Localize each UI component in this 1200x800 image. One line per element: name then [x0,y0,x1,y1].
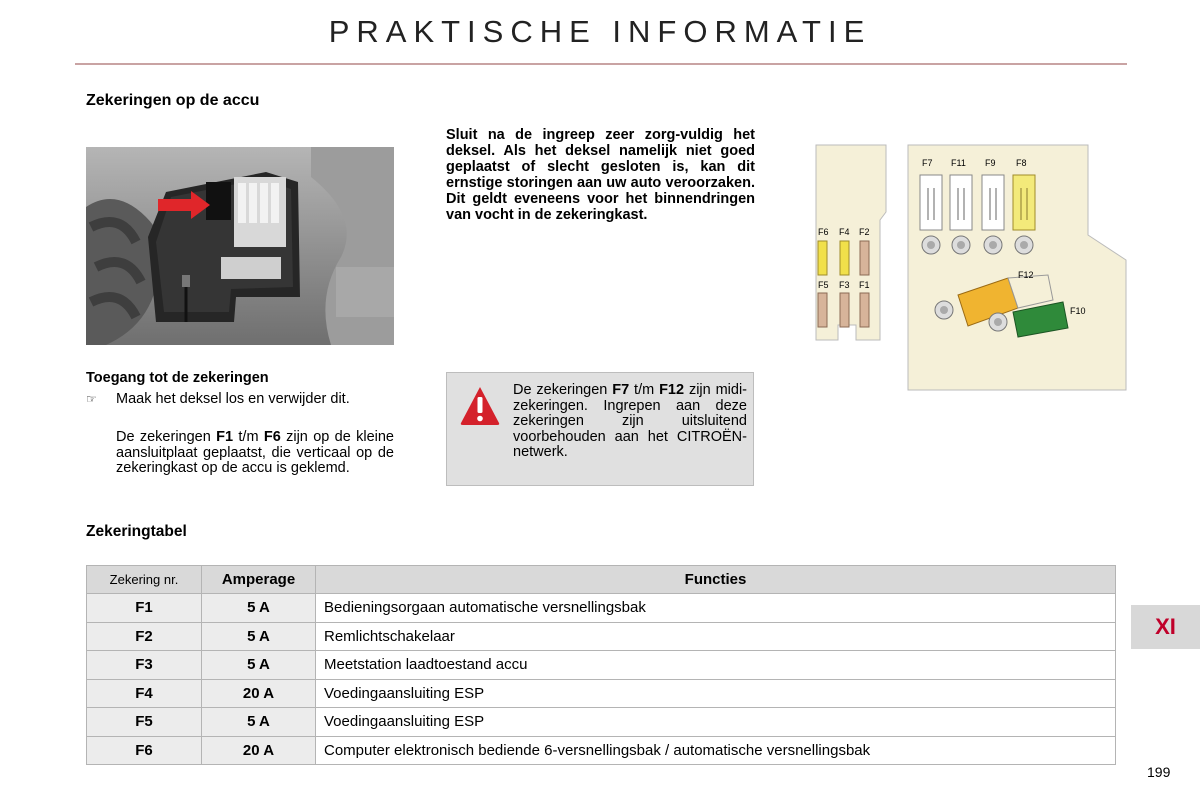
table-row [87,736,1116,765]
fuse-label: F10 [1070,306,1086,316]
access-note-text-1: De zekeringen [116,429,217,445]
warning-text-1: De zekeringen [513,382,613,398]
fuse-f3 [840,293,849,327]
fuse-nr-cell: F5 [87,708,202,737]
fuse-label: F1 [859,280,870,290]
table-row [87,622,1116,651]
amperage-cell: 5 A [202,651,316,680]
section-title: Zekeringen op de accu [86,92,260,109]
fuse-label: F5 [818,280,829,290]
page-header-title: PRAKTISCHE INFORMATIE [328,14,872,49]
fuse-f11 [950,175,972,230]
header-fuse-nr: Zekering nr. [87,566,202,594]
intro-paragraph: Sluit na de ingreep zeer zorg-vuldig het deksel. Als het deksel namelijk niet goed geplaatst of slecht gesloten is, kan dit ernstige storingen aan uw auto veroorzaken. Dit geldt eveneens voor het binnendringen van vocht in de zekeringkast. [446,127,755,223]
fuse-nr-cell: F2 [87,622,202,651]
chapter-tab[interactable]: XI [1131,605,1200,649]
fuse-f5 [818,293,827,327]
fuse-f1 [860,293,869,327]
fuse-label: F9 [985,158,996,168]
instruction-step-text: Maak het deksel los en verwijder dit. [116,391,350,407]
table-title: Zekeringtabel [86,523,187,540]
fuse-f7 [920,175,942,230]
fuse-label: F8 [1016,158,1027,168]
access-note-f6: F6 [263,429,281,445]
table-row [87,679,1116,708]
fuse-f6 [818,241,827,275]
header-divider [75,63,1127,65]
fuse-f4 [840,241,849,275]
header-functions: Functies [316,566,1116,594]
warning-box [446,372,754,486]
table-header-row [87,566,1116,594]
amperage-cell: 20 A [202,679,316,708]
fuse-nr-cell: F6 [87,736,202,765]
engine-bay-illustration [86,147,394,345]
warning-text-2: t/m [629,382,660,398]
warning-triangle-icon [459,385,501,427]
function-cell: Voedingaansluiting ESP [316,679,1116,708]
table-row [87,594,1116,623]
fuse-label: F3 [839,280,850,290]
table-row [87,708,1116,737]
fuse-f2 [860,241,869,275]
amperage-cell: 5 A [202,594,316,623]
table-row [87,651,1116,680]
access-note-f1: F1 [216,429,234,445]
fuse-nr-cell: F1 [87,594,202,623]
function-cell: Remlichtschakelaar [316,622,1116,651]
page-number: 199 [1147,764,1171,780]
amperage-cell: 20 A [202,736,316,765]
function-cell: Voedingaansluiting ESP [316,708,1116,737]
battery-fusebox-photo [86,147,394,345]
fuse-label: F6 [818,227,829,237]
fuse-label: F2 [859,227,870,237]
fuse-layout-diagram [808,140,1130,392]
fuse-label: F7 [922,158,933,168]
warning-f12: F12 [659,382,685,398]
fuse-nr-cell: F3 [87,651,202,680]
warning-f7: F7 [612,382,630,398]
access-note [116,430,394,477]
amperage-cell: 5 A [202,622,316,651]
header-amperage: Amperage [202,566,316,594]
amperage-cell: 5 A [202,708,316,737]
access-note-text-2: t/m [233,429,264,445]
warning-text-3: zijn midi-zekeringen. Ingrepen aan deze zekeringen zijn uitsluitend voorbehouden aan het CITROËN-netwerk. [513,382,747,460]
fuse-f8 [1013,175,1035,230]
warning-text [513,383,747,461]
fuse-f9 [982,175,1004,230]
access-title: Toegang tot de zekeringen [86,370,269,386]
fuse-label: F4 [839,227,850,237]
fuse-label: F12 [1018,270,1034,280]
pointing-hand-icon: ☞ [86,392,97,406]
function-cell: Bedieningsorgaan automatische versnellingsbak [316,594,1116,623]
function-cell: Computer elektronisch bediende 6-versnellingsbak / automatische versnellingsbak [316,736,1116,765]
function-cell: Meetstation laadtoestand accu [316,651,1116,680]
fuse-table [86,565,1116,765]
fuse-label: F11 [951,158,966,168]
fuse-nr-cell: F4 [87,679,202,708]
access-note-text-3: zijn op de kleine aansluitplaat geplaatst, die verticaal op de zekeringkast op de accu is geklemd. [116,429,394,476]
